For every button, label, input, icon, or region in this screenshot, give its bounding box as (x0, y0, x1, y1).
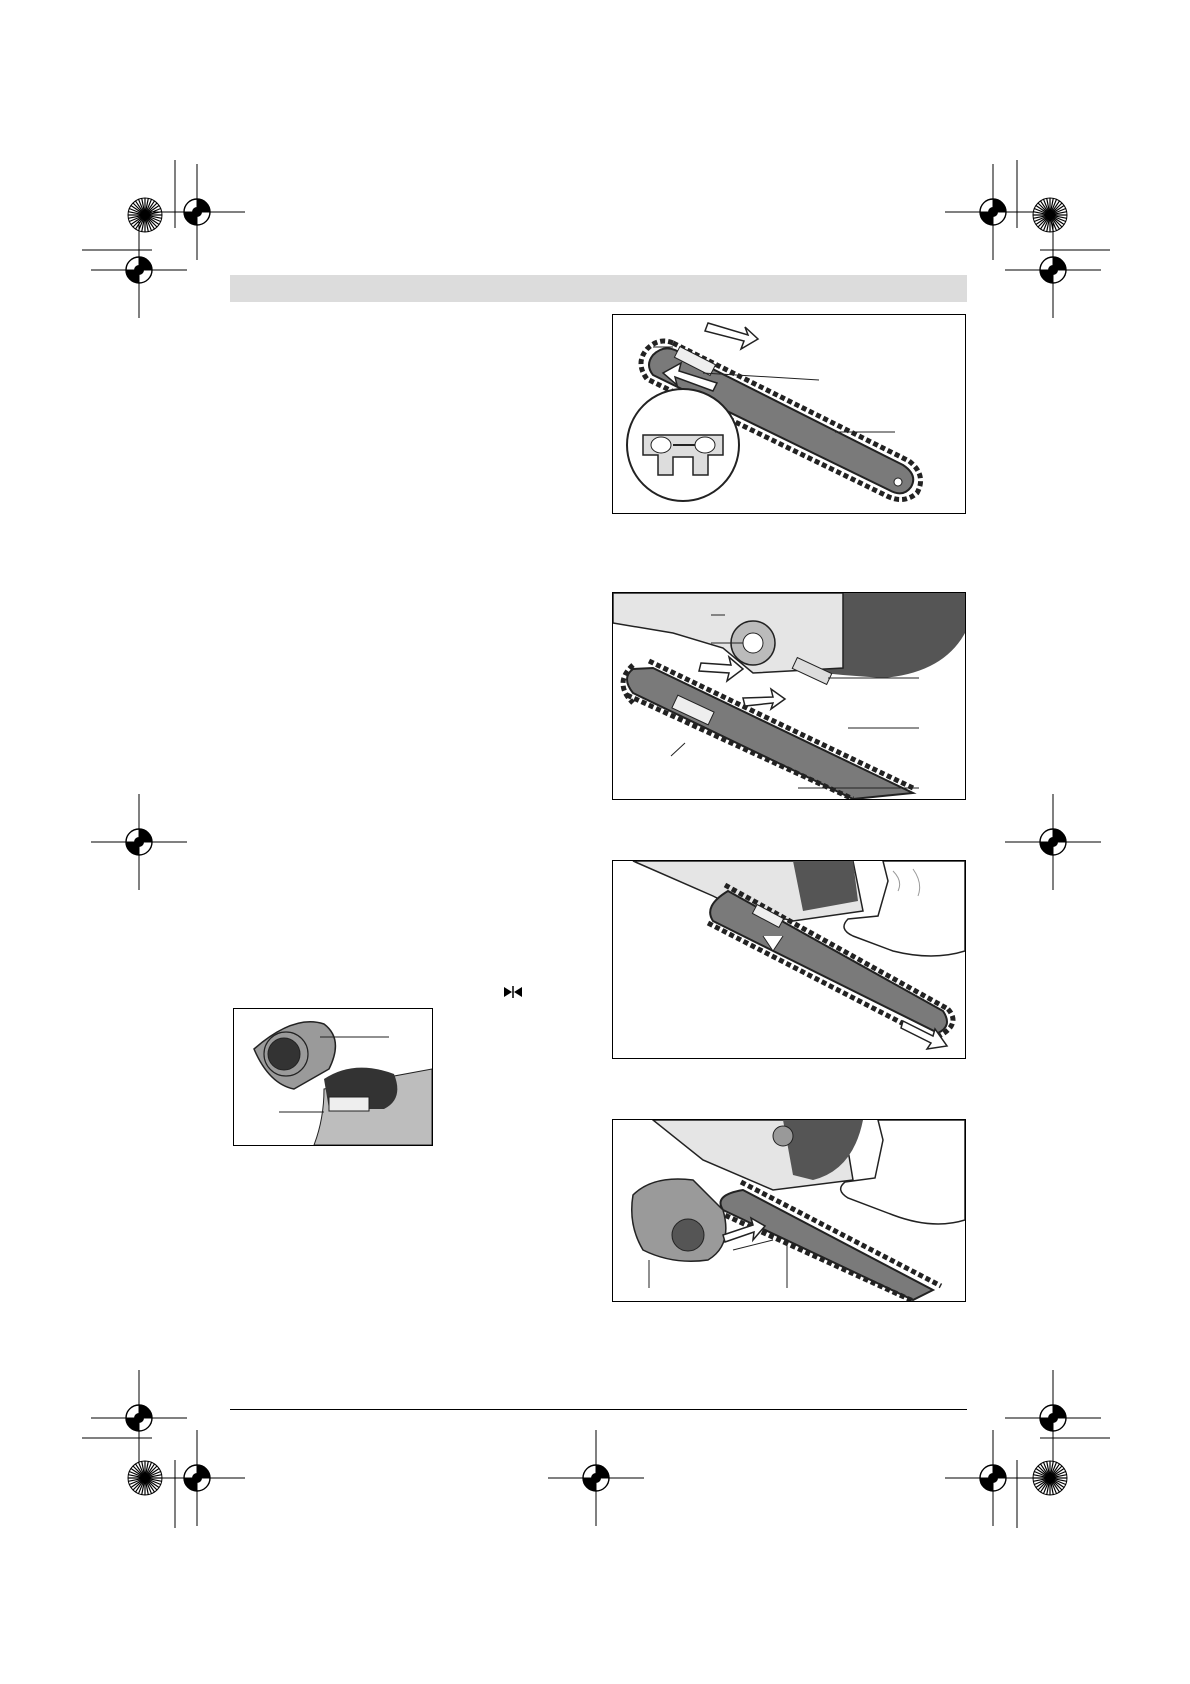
figure-chain-on-bar (612, 314, 966, 514)
bowtie-symbol-icon (503, 986, 523, 998)
header-bar (230, 275, 967, 302)
figure-cover-mounting (612, 1119, 966, 1302)
figure-cover-knob (233, 1008, 433, 1146)
figure-chain-tensioning (612, 860, 966, 1059)
footer-rule (230, 1409, 967, 1410)
figure-bar-mounting (612, 592, 966, 800)
